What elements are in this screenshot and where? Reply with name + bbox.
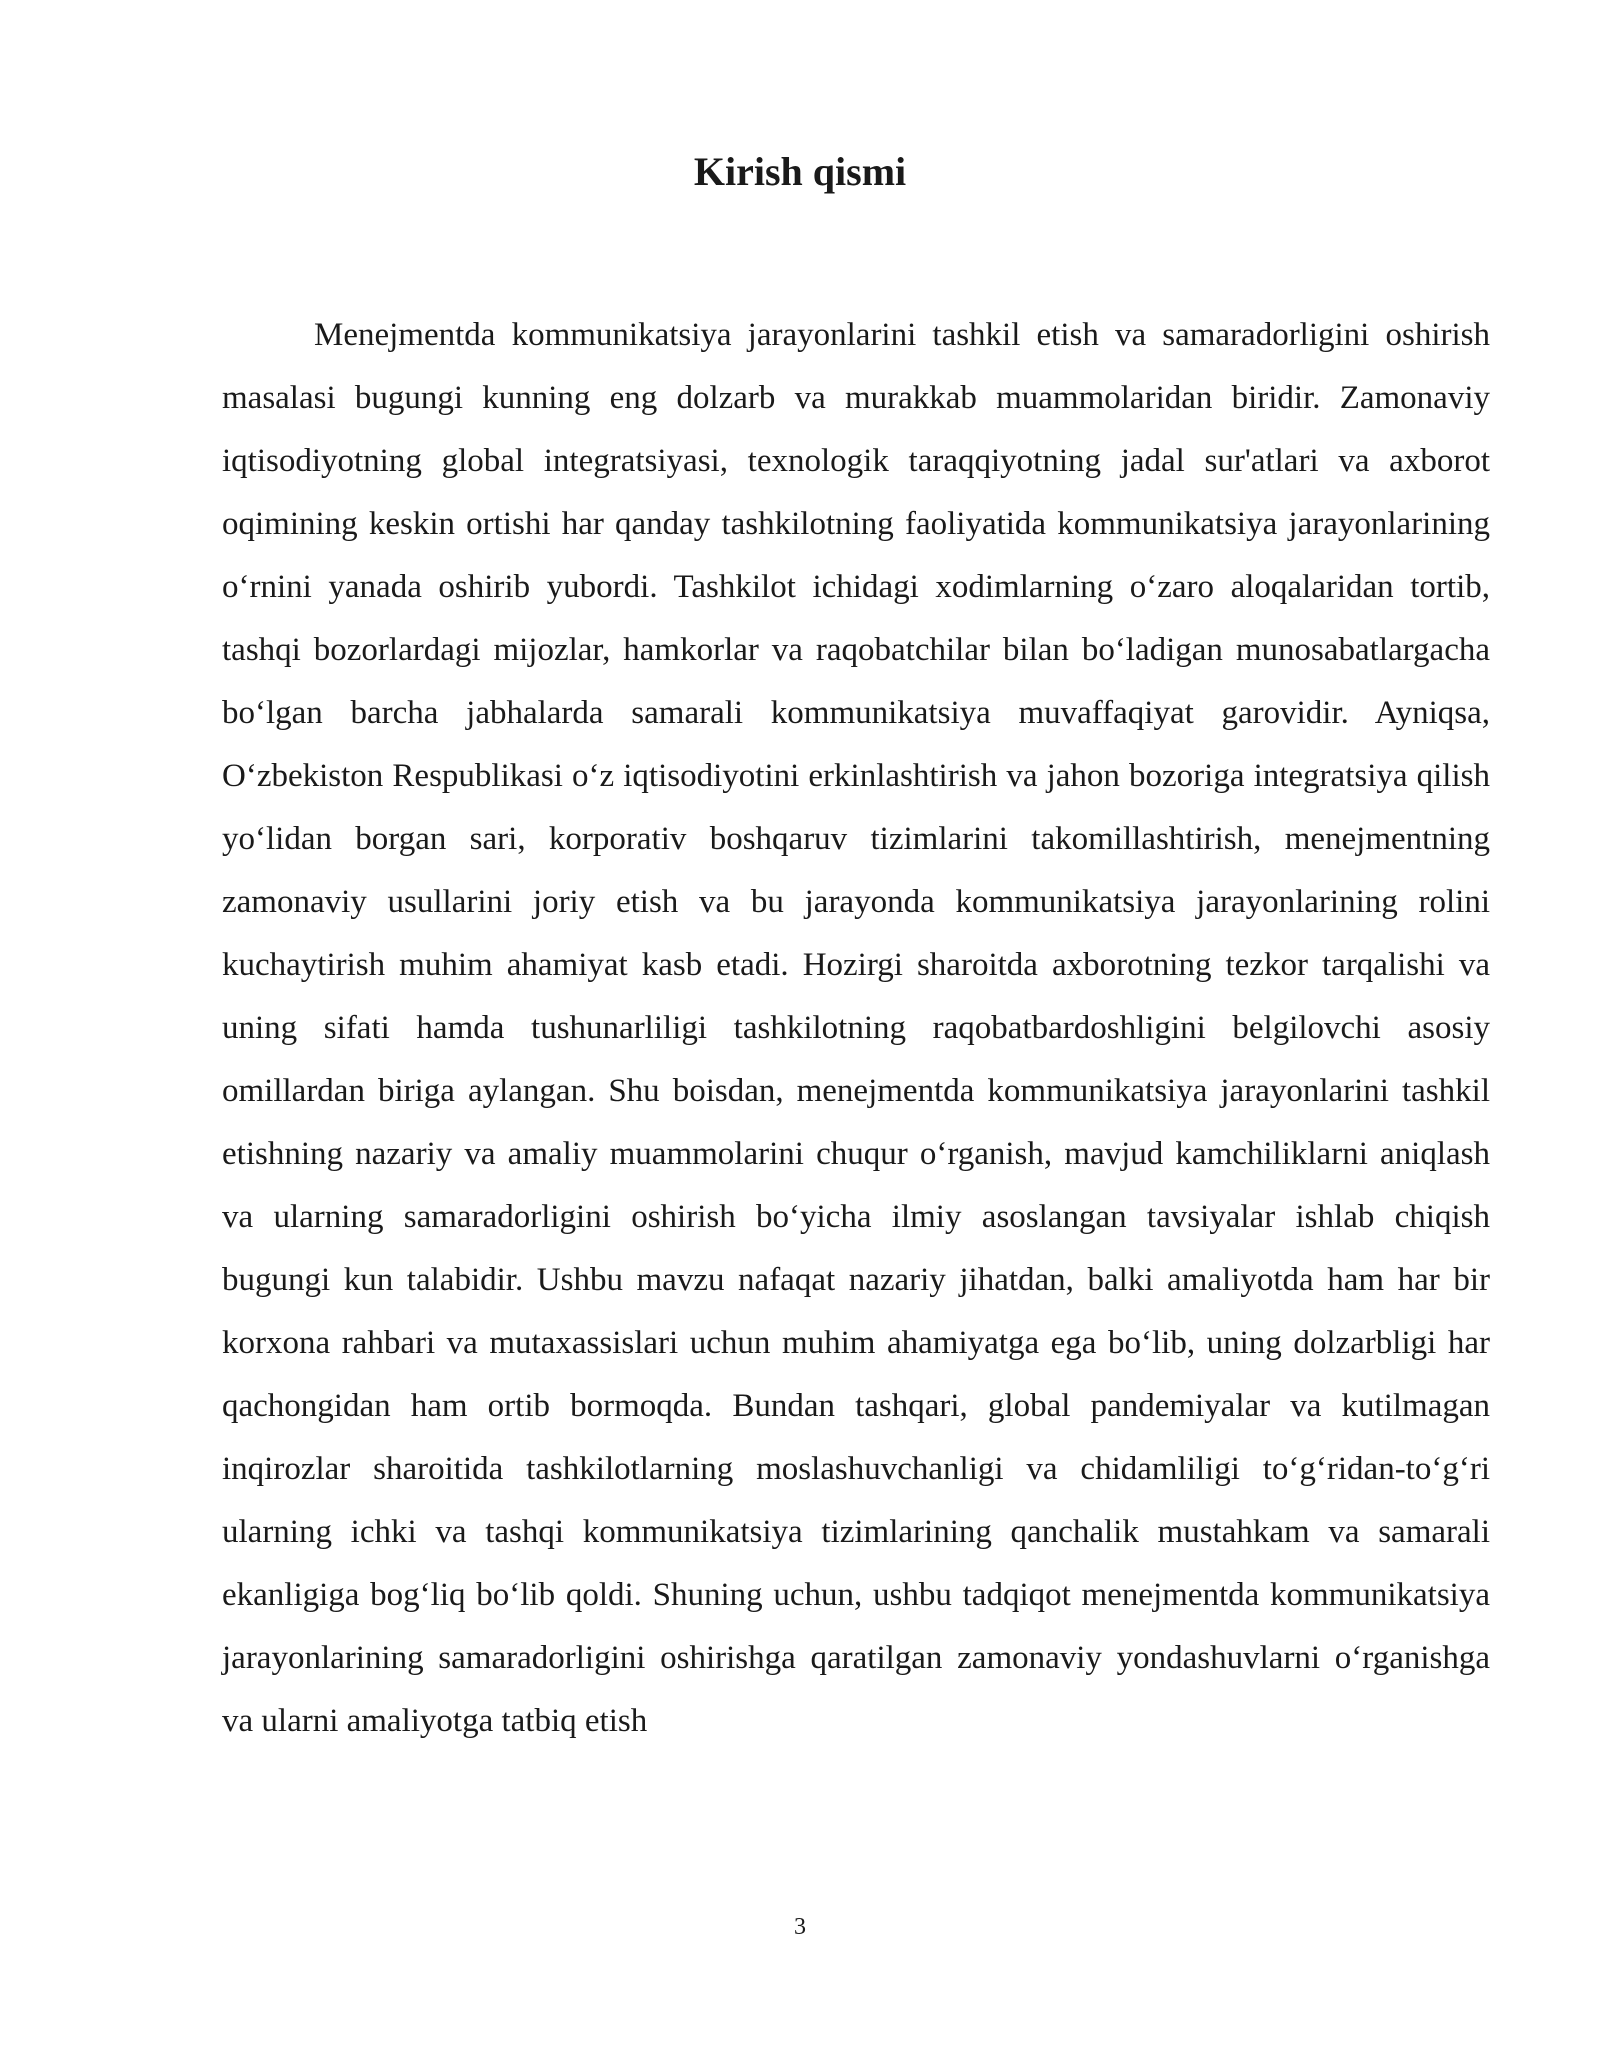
page-title: Kirish qismi [693, 149, 907, 194]
body-paragraph: Menejmentda kommunikatsiya jarayonlarini tashkil etish va samaradorligini oshirish masalasi bugungi kunning eng dolzarb va murakkab muammolaridan biridir. Zamonaviy iqtisodiyotning global integratsiyasi, texnologik taraqqiyotning jadal sur'atlari va axborot oqimining keskin ortishi har qanday tashkilotning faoliyatida kommunikatsiya jarayonlarining o‘rnini yanada oshirib yubordi. Tashkilot ichidagi xodimlarning o‘zaro aloqalaridan tortib, tashqi bozorlardagi mijozlar, hamkorlar va raqobatchilar bilan bo‘ladigan munosabatlargacha bo‘lgan barcha jabhalarda samarali kommunikatsiya muvaffaqiyat garovidir. Ayniqsa, O‘zbekiston Respublikasi o‘z iqtisodiyotini erkinlashtirish va jahon bozoriga integratsiya qilish yo‘lidan borgan sari, korporativ boshqaruv tizimlarini takomillashtirish, menejmentning zamonaviy usullarini joriy etish va bu jarayonda kommunikatsiya jarayonlarining rolini kuchaytirish muhim ahamiyat kasb etadi. Hozirgi sharoitda axborotning tezkor tarqalishi va uning sifati hamda tushunarliligi tashkilotning raqobatbardoshligini belgilovchi asosiy omillardan biriga aylangan. Shu boisdan, menejmentda kommunikatsiya jarayonlarini tashkil etishning nazariy va amaliy muammolarini chuqur o‘rganish, mavjud kamchiliklarni aniqlash va ularning samaradorligini oshirish bo‘yicha ilmiy asoslangan tavsiyalar ishlab chiqish bugungi kun talabidir. Ushbu mavzu nafaqat nazariy jihatdan, balki amaliyotda ham har bir korxona rahbari va mutaxassislari uchun muhim ahamiyatga ega bo‘lib, uning dolzarbligi har qachongidan ham ortib bormoqda. Bundan tashqari, global pandemiyalar va kutilmagan inqirozlar sharoitida tashkilotlarning moslashuvchanligi va chidamliligi to‘g‘ridan-to‘g‘ri ularning ichki va tashqi kommunikatsiya tizimlarining qanchalik mustahkam va samarali ekanligiga bog‘liq bo‘lib qoldi. Shuning uchun, ushbu tadqiqot menejmentda kommunikatsiya jarayonlarining samaradorligini oshirishga qaratilgan zamonaviy yondashuvlarni o‘rganishga va ularni amaliyotga tatbiq etish [222, 317, 1490, 1739]
page-number: 3 [794, 1914, 806, 1940]
